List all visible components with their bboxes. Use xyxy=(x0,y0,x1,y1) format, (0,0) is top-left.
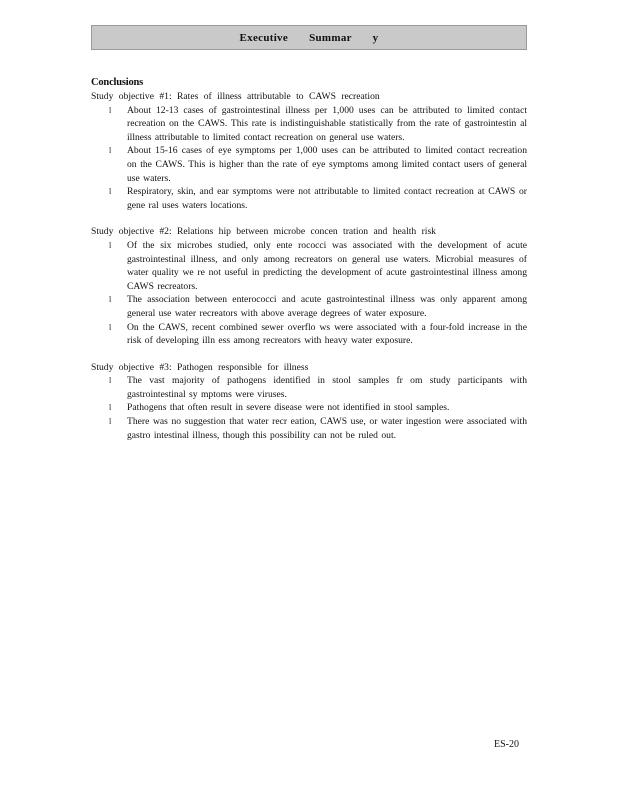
bullet-icon: l xyxy=(109,187,112,197)
objective-title: Study objective #3: Pathogen responsible for illness xyxy=(91,361,309,373)
bullet-icon: l xyxy=(109,240,112,250)
bullet-text: There was no suggestion that water recr eation, CAWS use, or water ingestion were associated with gastro intestinal illness, though this possibility can not be ruled out. xyxy=(127,416,527,441)
bullet-icon: l xyxy=(109,417,112,427)
bullet-text: The vast majority of pathogens identified in stool samples fr om study participants with gastrointestinal sy mptoms were viruses. xyxy=(127,375,527,400)
bullet-item xyxy=(91,239,527,293)
bullet-text: The association between enterococci and acute gastrointestinal illness was only apparent among general use water recreators with above average degrees of water exposure. xyxy=(127,294,527,319)
section-heading: Conclusions xyxy=(91,77,144,88)
bullet-icon: l xyxy=(109,322,112,332)
header-bar xyxy=(91,25,527,50)
bullet-text: About 15-16 cases of eye symptoms per 1,000 uses can be attributed to limited contact recreation on the CAWS. This is higher than the rate of eye symptoms among limited contact users of general use waters. xyxy=(127,145,527,184)
bullet-item xyxy=(91,104,527,145)
objective-1 xyxy=(91,90,527,212)
bullet-item xyxy=(91,401,527,415)
bullet-list xyxy=(91,374,527,442)
bullet-text: Of the six microbes studied, only ente rococci was associated with the development of acute gastrointestinal illness, and only among recreators on general use waters. Microbial measures of water quality we re not useful in predicting the development of acute gastrointestinal illness among CAWS recreators. xyxy=(127,239,527,292)
bullet-icon: l xyxy=(109,376,112,386)
objective-3 xyxy=(91,361,527,443)
objective-title: Study objective #2: Relations hip between microbe concen tration and health risk xyxy=(91,226,436,238)
bullet-icon: l xyxy=(109,295,112,305)
bullet-text: Respiratory, skin, and ear symptoms were not attributable to limited contact recreation at CAWS or gene ral uses waters locations. xyxy=(127,186,527,211)
header-title: Executive Summar y xyxy=(239,31,379,44)
bullet-item xyxy=(91,144,527,185)
bullet-text: On the CAWS, recent combined sewer overflo ws were associated with a four-fold increase in the risk of developing illn ess among recreators with heavy water exposure. xyxy=(127,321,527,347)
bullet-item xyxy=(91,321,527,348)
objective-title: Study objective #1: Rates of illness attributable to CAWS recreation xyxy=(91,91,380,102)
bullet-item xyxy=(91,293,527,320)
bullet-text: Pathogens that often result in severe disease were not identified in stool samples. xyxy=(127,402,450,414)
bullet-item xyxy=(91,415,527,442)
bullet-icon: l xyxy=(109,105,112,115)
objective-2 xyxy=(91,225,527,347)
bullet-text: About 12-13 cases of gastrointestinal illness per 1,000 uses can be attributed to limited contact recreation on the CAWS. This rate is indistinguishable statistically from the rate of gastrointestin al illness attributable to limited contact recreation on general use waters. xyxy=(127,104,527,143)
page-number: ES-20 xyxy=(494,739,519,750)
bullet-list xyxy=(91,104,527,213)
bullet-icon: l xyxy=(109,403,112,413)
bullet-item xyxy=(91,185,527,212)
bullet-list xyxy=(91,239,527,348)
bullet-icon: l xyxy=(109,146,112,156)
document-body xyxy=(91,76,527,442)
bullet-item xyxy=(91,374,527,401)
